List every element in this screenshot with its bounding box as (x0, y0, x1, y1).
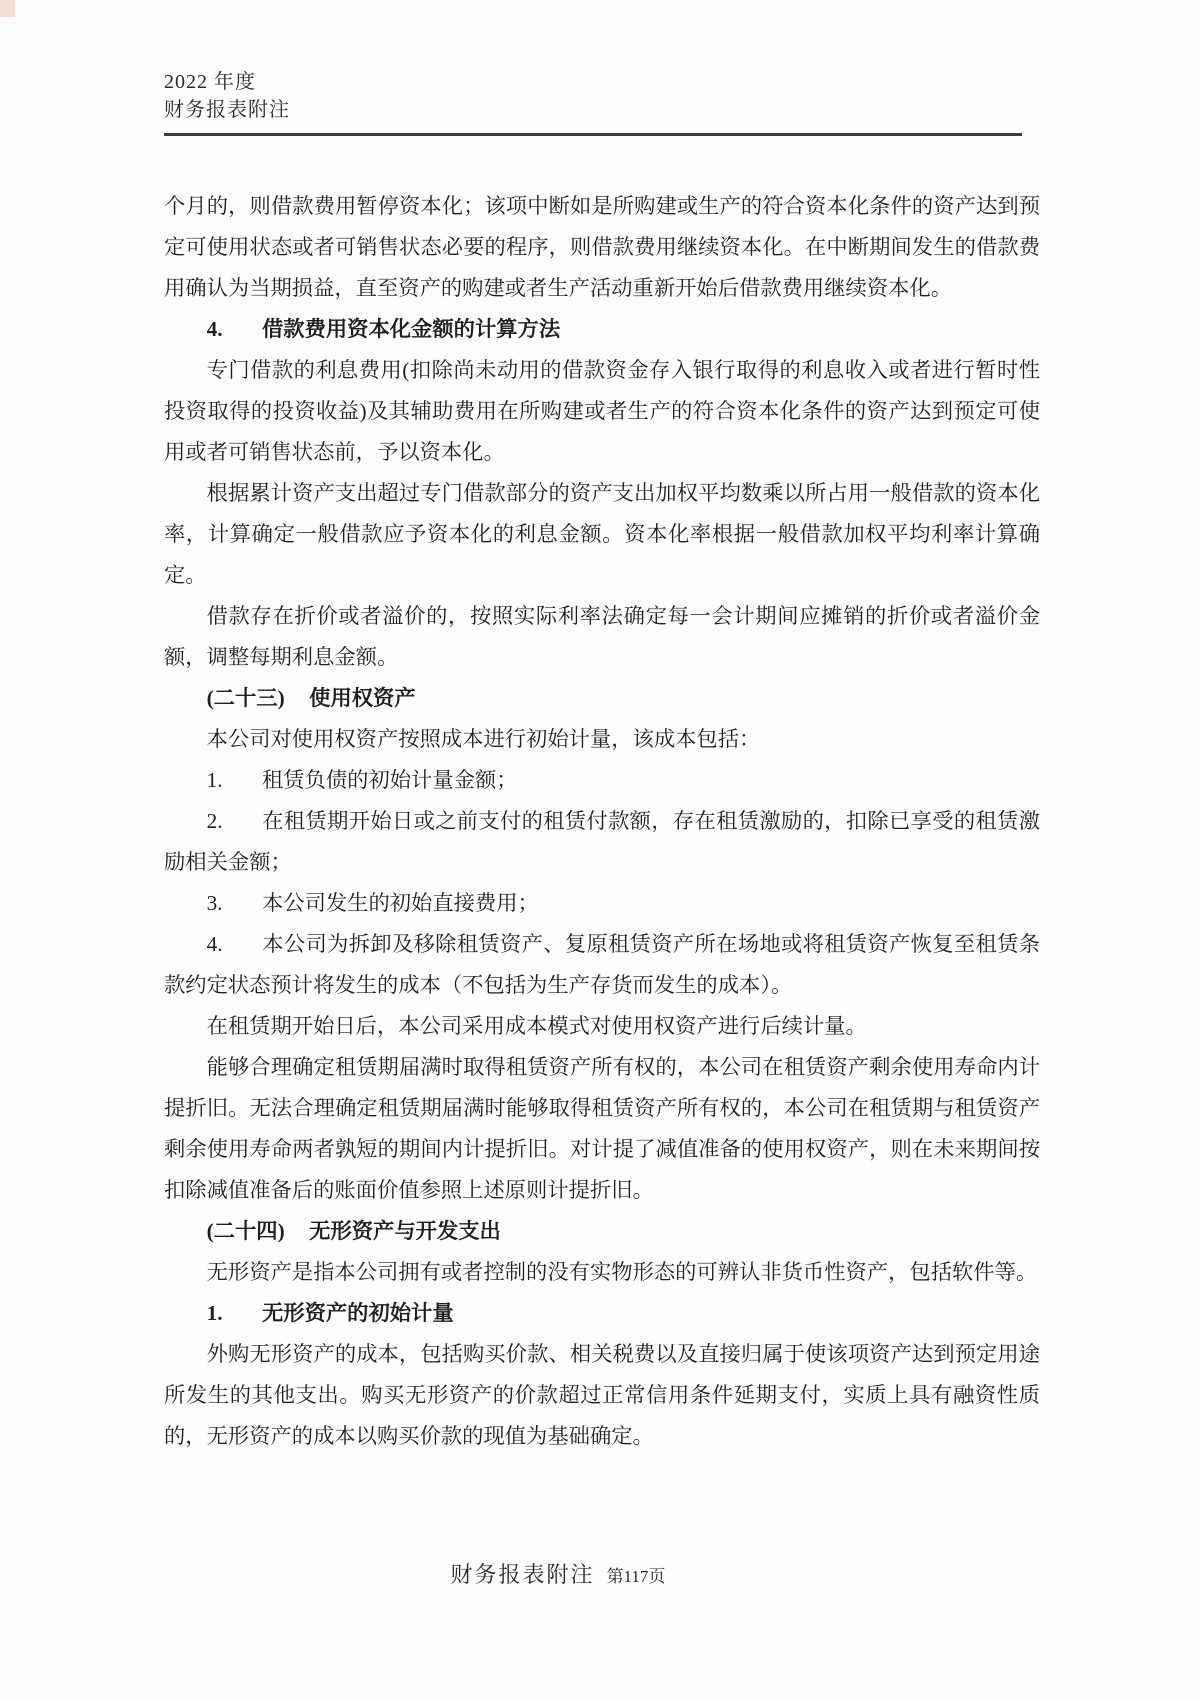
page-footer (0, 1558, 1200, 1589)
list-item-text: 租赁负债的初始计量金额； (261, 768, 518, 792)
paragraph: 根据累计资产支出超过专门借款部分的资产支出加权平均数乘以所占用一般借款的资本化率，计算确定一般借款应予资本化的利息金额。资本化率根据一般借款加权平均利率计算确定。 (164, 481, 1040, 587)
section-title: 无形资产与开发支出 (309, 1219, 501, 1243)
list-item (164, 801, 1040, 883)
numbered-heading (164, 1293, 1040, 1334)
list-item-text: 本公司为拆卸及移除租赁资产、复原租赁资产所在场地或将租赁资产恢复至租赁条款约定状态预计将发生的成本（不包括为生产存货而发生的成本）。 (164, 932, 1040, 997)
header-doc-title: 财务报表附注 (164, 99, 290, 121)
paragraph: 本公司对使用权资产按照成本进行初始计量，该成本包括： (206, 727, 761, 751)
paragraph: 无形资产是指本公司拥有或者控制的没有实物形态的可辨认非货币性资产，包括软件等。 (206, 1260, 1038, 1284)
page-header (164, 68, 290, 124)
list-item-text: 在租赁期开始日或之前支付的租赁付款额，存在租赁激励的，扣除已享受的租赁激励相关金额； (164, 809, 1040, 874)
heading-text: 无形资产的初始计量 (261, 1301, 454, 1325)
footer-doc-title: 财务报表附注 (450, 1562, 595, 1587)
footer-page-number: 第117页 (606, 1567, 666, 1586)
scan-corner-artifact (0, 0, 15, 17)
list-item-number: 4. (206, 932, 223, 956)
list-item-number: 1. (206, 768, 223, 792)
section-heading (164, 1211, 1040, 1252)
list-item (164, 760, 1040, 801)
paragraph: 专门借款的利息费用(扣除尚未动用的借款资金存入银行取得的利息收入或者进行暂时性投资取得的投资收益)及其辅助费用在所购建或者生产的符合资本化条件的资产达到预定可使用或者可销售状态前，予以资本化。 (164, 358, 1040, 464)
list-item-text: 本公司发生的初始直接费用； (261, 891, 539, 915)
list-item-number: 2. (206, 809, 223, 833)
numbered-heading (164, 309, 1040, 350)
section-title: 使用权资产 (309, 686, 416, 710)
document-body (164, 186, 1040, 1457)
heading-number: 1. (206, 1301, 223, 1325)
footer-inner (450, 1562, 666, 1587)
section-number: (二十四) (206, 1219, 285, 1243)
paragraph: 外购无形资产的成本，包括购买价款、相关税费以及直接归属于使该项资产达到预定用途所发生的其他支出。购买无形资产的价款超过正常信用条件延期支付，实质上具有融资性质的，无形资产的成本以购买价款的现值为基础确定。 (164, 1342, 1040, 1448)
list-item (164, 883, 1040, 924)
list-item-number: 3. (206, 891, 223, 915)
paragraph: 个月的，则借款费用暂停资本化；该项中断如是所购建或生产的符合资本化条件的资产达到预定可使用状态或者可销售状态必要的程序，则借款费用继续资本化。在中断期间发生的借款费用确认为当期损益，直至资产的购建或者生产活动重新开始后借款费用继续资本化。 (164, 194, 1040, 300)
heading-number: 4. (206, 317, 223, 341)
section-number: (二十三) (206, 686, 285, 710)
list-item (164, 924, 1040, 1006)
header-year: 2022 年度 (164, 71, 256, 93)
paragraph: 能够合理确定租赁期届满时取得租赁资产所有权的，本公司在租赁资产剩余使用寿命内计提折旧。无法合理确定租赁期届满时能够取得租赁资产所有权的，本公司在租赁期与租赁资产剩余使用寿命两者孰短的期间内计提折旧。对计提了减值准备的使用权资产，则在未来期间按扣除减值准备后的账面价值参照上述原则计提折旧。 (164, 1055, 1040, 1202)
paragraph: 在租赁期开始日后，本公司采用成本模式对使用权资产进行后续计量。 (206, 1014, 867, 1038)
section-heading (164, 678, 1040, 719)
header-rule (164, 133, 1022, 136)
heading-text: 借款费用资本化金额的计算方法 (261, 317, 561, 341)
paragraph: 借款存在折价或者溢价的，按照实际利率法确定每一会计期间应摊销的折价或者溢价金额，调整每期利息金额。 (164, 604, 1040, 669)
